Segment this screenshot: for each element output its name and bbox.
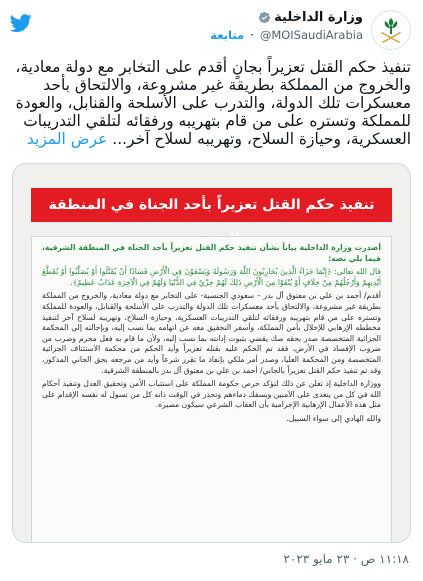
tweet-body: تنفيذ حكم القتل تعزيراً بجانٍ أقدم على التخابر مع دولة معادية، والخروج من المملكة بطريقة غير مشروعة، والالتحاق بأحد معسكرات تلك الدولة، والتدرب على الأسلحة والقنابل، والعودة للمملكة وتستره على من قام بتهريبه ورفقائه لتلقي التدريبات العسكرية، وحيازة السلاح، وتهريبه لسلاح آخر... bbox=[15, 58, 411, 148]
author-handle[interactable]: @MOISaudiArabia bbox=[259, 28, 363, 42]
document-paragraph-1: أقدم/ أحمد بن علي بن معتوق آل بدر – سعودي الجنسية- على التخابر مع دولة معادية، والخروج من المملكة بطريقة غير مشروعة، والالتحاق بأحد معسكرات تلك الدولة والتدرب على الأسلحة والقنابل، والعودة للمملكة وتستره على من قام بتهريبه ورفقائه لتلقي التدريبات العسكرية، وحيازة السلاح، وتهريبه لسلاح آخر لتنفيذ مخططه الإرهابي للإخلال بأمن المملكة، وأسفر التحقيق معه عن اتهامه بما نسب إليه، وبإحالته إلى المحكمة الجزائية المتخصصة صدر بحقه صك يقضي بثبوت إدانته بما نسب إليه، ولأن ما قام به فعل محرم وضرب من ضروب الإفساد في الأرض، فقد تم الحكم عليه بقتله تعزيراً وأيد الحكم من محكمة الاستئناف الجزائية المتخصصة ومن المحكمة العليا، وصدر أمر ملكي بإنفاذ ما تقرر شرعاً وأيد من مرجعه بحق الجاني المذكور، وقد تم تنفيذ حكم القتل تعزيراً بالجاني/ أحمد بن علي بن معتوق آل بدر بالمنطقة الشرقية. bbox=[42, 291, 381, 375]
separator-dot: · bbox=[250, 28, 254, 42]
saudi-emblem-icon bbox=[376, 15, 406, 45]
verified-badge-icon bbox=[258, 11, 271, 24]
tweet-text bbox=[12, 58, 411, 148]
document-body bbox=[31, 236, 392, 542]
author-name[interactable]: وزارة الداخلية bbox=[274, 10, 363, 25]
author-info bbox=[83, 10, 363, 42]
tweet-timestamp[interactable]: ١١:١٨ ص · ٢٣ مايو ٢٠٢٣ bbox=[283, 552, 409, 566]
tweet-image[interactable] bbox=[12, 163, 411, 543]
document-paragraph-2: ووزارة الداخلية إذ تعلن عن ذلك لتؤكد حرص حكومة المملكة على استتباب الأمن وتحقيق العدل وتنفيذ أحكام الله في كل من يتعدى على الآمنين ويسفك دماءهم وتحذر في الوقت ذاته كل من تسول له نفسه الإقدام على مثل هذه الأعمال الإرهابية الإجرامية بأن العقاب الشرعي سيكون مصيره. bbox=[42, 379, 381, 410]
document-lead: أصدرت وزارة الداخلية بياناً بشأن تنفيذ حكم القتل تعزيراً بأحد الجناة في المنطقة الشرقية، فيما يلي نصه: bbox=[42, 243, 381, 263]
document-banner-title: تنفيذ حكم القتل تعزيراً بأحد الجناة في المنطقة bbox=[31, 188, 392, 222]
twitter-bird-icon[interactable] bbox=[10, 12, 32, 34]
document-quote: قال الله تعالى: ﴿إِنَّمَا جَزَاءُ الَّذِينَ يُحَارِبُونَ اللَّهَ وَرَسُولَهُ وَيَسْعَوْنَ فِي الْأَرْضِ فَسَادًا أَنْ يُقَتَّلُوا أَوْ يُصَلَّبُوا أَوْ تُقَطَّعَ أَيْدِيهِمْ وَأَرْجُلُهُمْ مِنْ خِلَافٍ أَوْ يُنْفَوْا مِنَ الْأَرْضِ ذَلِكَ لَهُمْ خِزْيٌ فِي الدُّنْيَا وَلَهُمْ فِي الْآخِرَةِ عَذَابٌ عَظِيمٌ﴾. bbox=[42, 267, 381, 287]
document-closing: والله الهادي إلى سواء السبيل. bbox=[286, 413, 381, 423]
follow-button[interactable]: متابعة bbox=[210, 28, 245, 42]
avatar[interactable] bbox=[371, 10, 411, 50]
show-more-link[interactable]: عرض المزيد bbox=[26, 130, 108, 148]
